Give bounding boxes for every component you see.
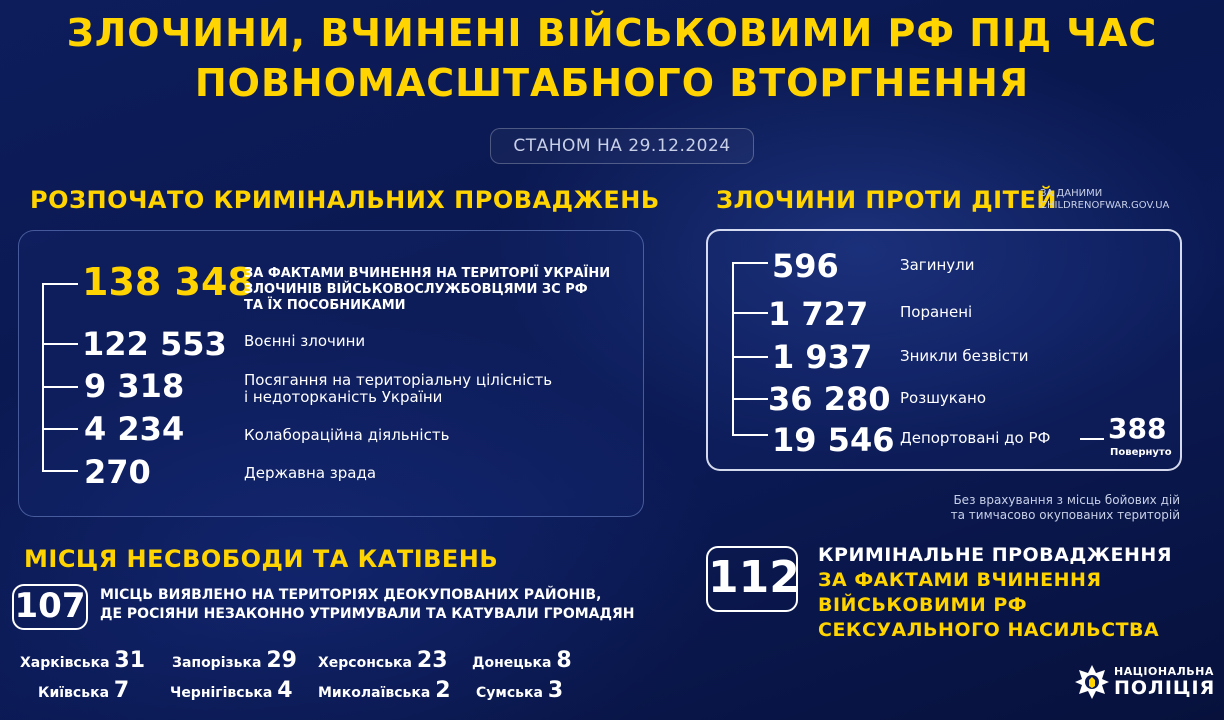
war-crimes-label: Воєнні злочини [244,332,366,350]
region-chernihiv: Чернігівська 4 [170,678,293,703]
torture-section-title: МІСЦЯ НЕСВОБОДИ ТА КАТІВЕНЬ [24,545,499,573]
region-kyiv: Київська 7 [38,678,130,703]
children-note: Без врахування з місць бойових дій та тимчасово окупованих територій [950,493,1180,522]
children-missing-label: Зникли безвісти [900,347,1029,365]
treason-value: 270 [84,453,151,491]
children-missing-value: 1 937 [772,338,873,376]
children-source: ЗА ДАНИМИ CHILDRENOFWAR.GOV.UA [1040,188,1170,211]
page-title-line1: ЗЛОЧИНИ, ВЧИНЕНІ ВІЙСЬКОВИМИ РФ ПІД ЧАС [66,11,1158,55]
children-killed-value: 596 [772,247,839,285]
region-kherson: Херсонська 23 [318,648,448,673]
treason-label: Державна зрада [244,464,377,482]
criminal-total-label: ЗА ФАКТАМИ ВЧИНЕННЯ НА ТЕРИТОРІЇ УКРАЇНИ ЗЛОЧИНІВ ВІЙСЬКОВОСЛУЖБОВЦЯМИ ЗС РФ ТА ЇХ ПОСОБНИКАМИ [244,266,611,313]
children-tree-line [732,262,734,434]
children-section-title: ЗЛОЧИНИ ПРОТИ ДІТЕЙ [716,186,1057,214]
region-sumy: Сумська 3 [476,678,564,703]
children-found-label: Розшукано [900,389,987,407]
children-deported-value: 19 546 [772,421,895,459]
territorial-integrity-label: Посягання на територіальну цілісність і недоторканість України [244,371,553,406]
territorial-integrity-value: 9 318 [84,367,185,405]
region-donetsk: Донецька 8 [472,648,572,673]
tree-line [42,283,44,471]
date-badge: СТАНОМ НА 29.12.2024 [490,128,754,164]
page-title-line2: ПОВНОМАСШТАБНОГО ВТОРГНЕННЯ [194,61,1030,105]
torture-description: МІСЦЬ ВИЯВЛЕНО НА ТЕРИТОРІЯХ ДЕОКУПОВАНИХ РАЙОНІВ, ДЕ РОСІЯНИ НЕЗАКОННО УТРИМУВАЛИ ТА КАТУВАЛИ ГРОМАДЯН [100,587,635,622]
children-injured-value: 1 727 [768,295,869,333]
region-kharkiv: Харківська 31 [20,648,146,673]
children-returned-value: 388 [1108,412,1167,445]
collaboration-label: Колабораційна діяльність [244,426,450,444]
sexual-violence-count: 112 [706,546,798,612]
region-mykolaiv: Миколаївська 2 [318,678,451,703]
police-logo-text: НАЦІОНАЛЬНА ПОЛІЦІЯ [1114,665,1216,699]
children-deported-label: Депортовані до РФ [900,429,1051,447]
sexual-violence-label: КРИМІНАЛЬНЕ ПРОВАДЖЕННЯ ЗА ФАКТАМИ ВЧИНЕННЯ ВІЙСЬКОВИМИ РФ СЕКСУАЛЬНОГО НАСИЛЬСТВА [818,544,1172,641]
police-badge-icon [1074,664,1110,700]
criminal-section-title: РОЗПОЧАТО КРИМІНАЛЬНИХ ПРОВАДЖЕНЬ [30,186,660,214]
torture-count: 107 [12,584,88,630]
children-killed-label: Загинули [900,256,975,274]
children-found-value: 36 280 [768,380,891,418]
children-returned-label: Повернуто [1110,447,1172,458]
region-zaporizhzhia: Запорізька 29 [172,648,297,673]
children-injured-label: Поранені [900,303,973,321]
collaboration-value: 4 234 [84,410,185,448]
war-crimes-value: 122 553 [82,325,227,363]
criminal-total-value: 138 348 [82,260,254,304]
